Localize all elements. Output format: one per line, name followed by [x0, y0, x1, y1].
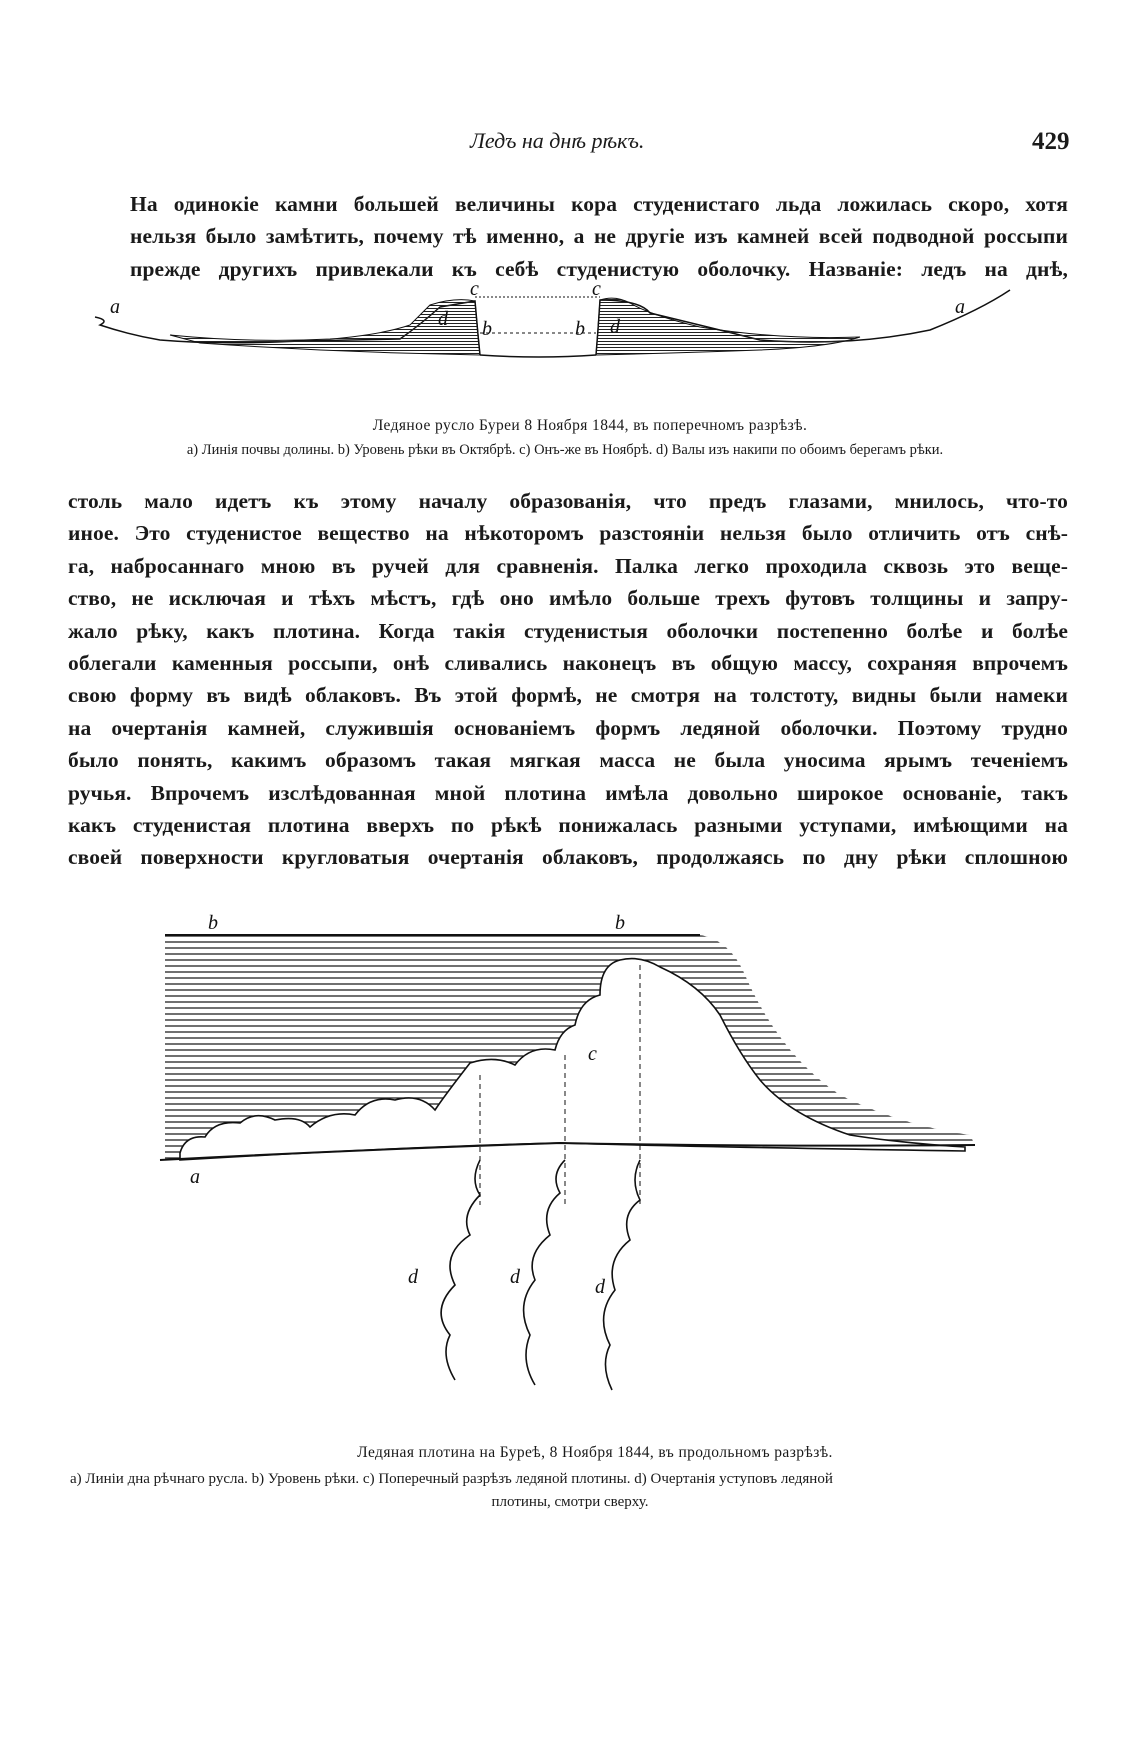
- label-c: c: [470, 278, 479, 300]
- riverbed-line: [480, 355, 596, 357]
- step-outline: [441, 1160, 480, 1380]
- figure-2-longitudinal-section: [0, 912, 1140, 1455]
- text-line: ручья. Впрочемъ изслѣдованная мной плотина имѣла довольно широкое основаніе, такъ: [68, 780, 1068, 805]
- text-line: какъ студенистая плотина вверхъ по рѣкѣ понижалась разными уступами, имѣющими на: [68, 813, 1068, 838]
- label-a: a: [955, 296, 965, 318]
- legend-line: a) Линіи дна рѣчнаго русла. b) Уровень рѣки. c) Поперечный разрѣзъ ледяной плотины. d) Очертанія уступовъ ледяной: [70, 1471, 833, 1487]
- label-c: c: [588, 1043, 597, 1065]
- label-d: d: [408, 1266, 418, 1288]
- text-line: своей поверхности кругловатыя очертанія облаковъ, продолжаясь по дну рѣки сплошною: [68, 845, 1068, 870]
- label-d: d: [438, 308, 448, 330]
- legend-line: плотины, смотри сверху.: [491, 1494, 649, 1510]
- figure-2-title: Ледяная плотина на Буреѣ, 8 Ноября 1844, въ продольномъ разрѣзѣ.: [357, 1444, 833, 1461]
- paragraph-1: [68, 188, 1068, 285]
- running-header: Ледъ на днѣ рѣкъ.: [470, 128, 645, 153]
- label-b: b: [482, 318, 492, 340]
- text-line: столь мало идетъ къ этому началу образованія, что предъ глазами, мнилось, что-то: [68, 489, 1068, 513]
- text-line: нельзя было замѣтить, почему тѣ именно, а не другіе изъ камней всей подводной россыпи: [130, 224, 1068, 249]
- text-line: га, набросаннаго мною въ ручей для сравненія. Палка легко проходила сквозь это веще-: [68, 553, 1068, 578]
- ice-bank-right: [596, 298, 860, 355]
- text-line: ство, не исключая и тѣхъ мѣстъ, гдѣ оно имѣло больше трехъ футовъ толщины и запру-: [68, 586, 1068, 611]
- paragraph-2: [68, 485, 1068, 874]
- label-d: d: [610, 316, 620, 338]
- text-line: жало рѣку, какъ плотина. Когда такія студенистыя оболочки постепенно болѣе и болѣе: [68, 618, 1068, 643]
- label-c: c: [592, 278, 601, 300]
- label-a: a: [110, 296, 120, 318]
- text-line: свою форму въ видѣ облаковъ. Въ этой формѣ, не смотря на толстоту, видны были намеки: [68, 683, 1068, 708]
- page-number: 429: [1032, 128, 1070, 155]
- step-outline: [604, 1160, 640, 1390]
- text-line: иное. Это студенистое вещество на нѣкоторомъ разстояніи нельзя было отличить отъ снѣ-: [68, 521, 1068, 546]
- text-line: на очертанія камней, служившія основаніемъ формъ ледяной оболочки. Поэтому трудно: [68, 715, 1068, 740]
- label-d: d: [595, 1276, 605, 1298]
- label-b: b: [615, 912, 625, 934]
- label-a: a: [190, 1166, 200, 1188]
- figure-1-legend: a) Линія почвы долины. b) Уровень рѣки въ Октябрѣ. c) Онъ-же въ Ноябрѣ. d) Валы изъ накипи по обоимъ берегамъ рѣки.: [186, 442, 944, 458]
- text-line: прежде другихъ привлекали къ себѣ студенистую оболочку. Названіе: ледъ на днѣ,: [130, 256, 1068, 281]
- step-outline: [524, 1160, 565, 1385]
- text-line: было понять, какимъ образомъ такая мягкая масса не была уносима ярымъ теченіемъ: [68, 748, 1068, 773]
- label-b: b: [575, 318, 585, 340]
- ice-bank-left: [170, 300, 480, 355]
- figure-2-legend: [70, 1468, 1070, 1514]
- figure-1-cross-section: [0, 278, 1140, 415]
- text-line: На одинокіе камни большей величины кора студенистаго льда ложилась скоро, хотя: [130, 192, 1068, 216]
- text-line: облегали каменныя россыпи, онѣ сливались наконецъ въ общую массу, сохраняя впрочемъ: [68, 651, 1068, 676]
- label-b: b: [208, 912, 218, 934]
- label-d: d: [510, 1266, 520, 1288]
- figure-1-title: Ледяное русло Буреи 8 Ноября 1844, въ поперечномъ разрѣзѣ.: [372, 417, 808, 434]
